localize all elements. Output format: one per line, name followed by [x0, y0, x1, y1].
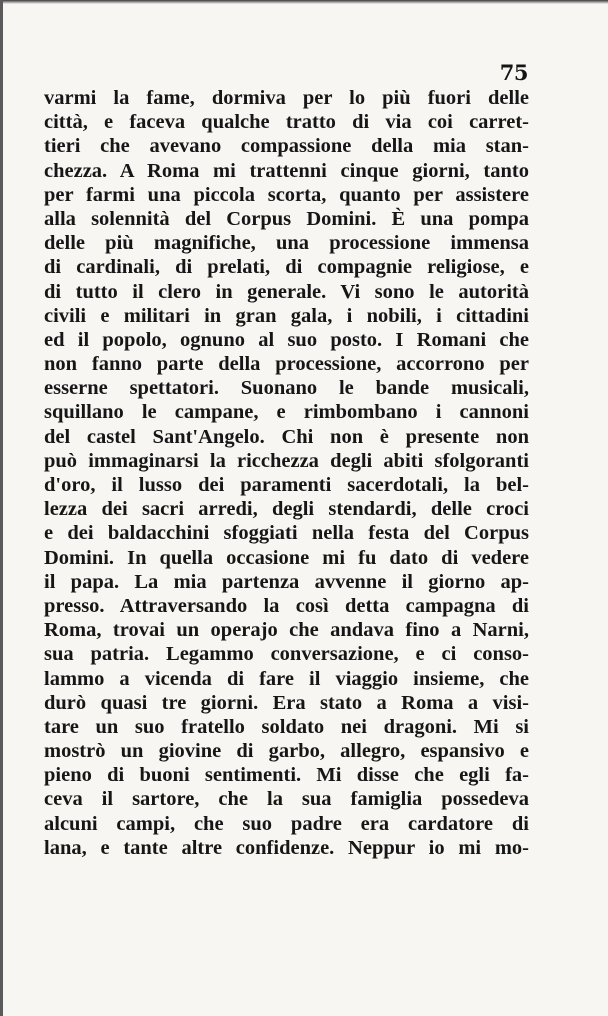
text-line-27: tare un suo fratello soldato nei dragoni. Mi si: [44, 715, 529, 738]
text-line-28: mostrò un giovine di garbo, allegro, espansivo e: [44, 740, 529, 763]
text-line-11: ed il popolo, ognuno al suo posto. I Romani che: [44, 328, 529, 351]
page-left-edge: [0, 0, 3, 1016]
text-line-32: lana, e tante altre confidenze. Neppur io mi mo-: [44, 836, 529, 859]
text-line-3: tieri che avevano compassione della mia stan-: [44, 135, 529, 158]
page-number: 75: [499, 60, 528, 85]
text-line-10: civili e militari in gran gala, i nobili, i cittadini: [44, 304, 529, 327]
text-line-31: alcuni campi, che suo padre era cardatore di: [44, 812, 529, 835]
text-line-14: squillano le campane, e rimbombano i cannoni: [44, 401, 529, 424]
text-line-20: Domini. In quella occasione mi fu dato di vedere: [44, 546, 529, 569]
text-line-29: pieno di buoni sentimenti. Mi disse che egli fa-: [44, 764, 529, 787]
text-line-25: lammo a vicenda di fare il viaggio insieme, che: [44, 667, 529, 690]
text-line-26: durò quasi tre giorni. Era stato a Roma a visi-: [44, 691, 529, 714]
text-line-19: e dei baldacchini sfoggiati nella festa del Corpus: [44, 522, 529, 545]
text-line-16: può immaginarsi la ricchezza degli abiti sfolgoranti: [44, 449, 529, 472]
text-line-22: presso. Attraversando la così detta campagna di: [44, 594, 529, 617]
text-line-17: d'oro, il lusso dei paramenti sacerdotali, la bel-: [44, 474, 529, 496]
text-line-21: il papa. La mia partenza avvenne il giorno ap-: [44, 570, 529, 593]
text-line-23: Roma, trovai un operajo che andava fino a Narni,: [44, 619, 529, 642]
text-line-18: lezza dei sacri arredi, degli stendardi, delle croci: [44, 498, 529, 521]
text-line-30: ceva il sartore, che la sua famiglia possedeva: [44, 788, 529, 811]
text-line-12: non fanno parte della processione, accorrono per: [44, 353, 529, 376]
text-line-24: sua patria. Legammo conversazione, e ci conso-: [44, 643, 529, 666]
text-line-13: esserne spettatori. Suonano le bande musicali,: [44, 377, 529, 400]
text-line-6: alla solennità del Corpus Domini. È una pompa: [44, 207, 529, 230]
text-line-9: di tutto il clero in generale. Vi sono le autorità: [44, 280, 529, 303]
text-line-5: per farmi una piccola scorta, quanto per assistere: [44, 183, 529, 206]
text-line-1: varmi la fame, dormiva per lo più fuori delle: [44, 87, 529, 109]
text-line-2: città, e faceva qualche tratto di via coi carret-: [44, 111, 529, 134]
text-line-15: del castel Sant'Angelo. Chi non è presente non: [44, 425, 529, 448]
text-line-4: chezza. A Roma mi trattenni cinque giorni, tanto: [44, 159, 529, 182]
body-text: [44, 86, 529, 860]
page-top-edge: [0, 0, 608, 4]
text-line-8: di cardinali, di prelati, di compagnie religiose, e: [44, 256, 529, 279]
text-line-7: delle più magnifiche, una processione immensa: [44, 232, 529, 255]
